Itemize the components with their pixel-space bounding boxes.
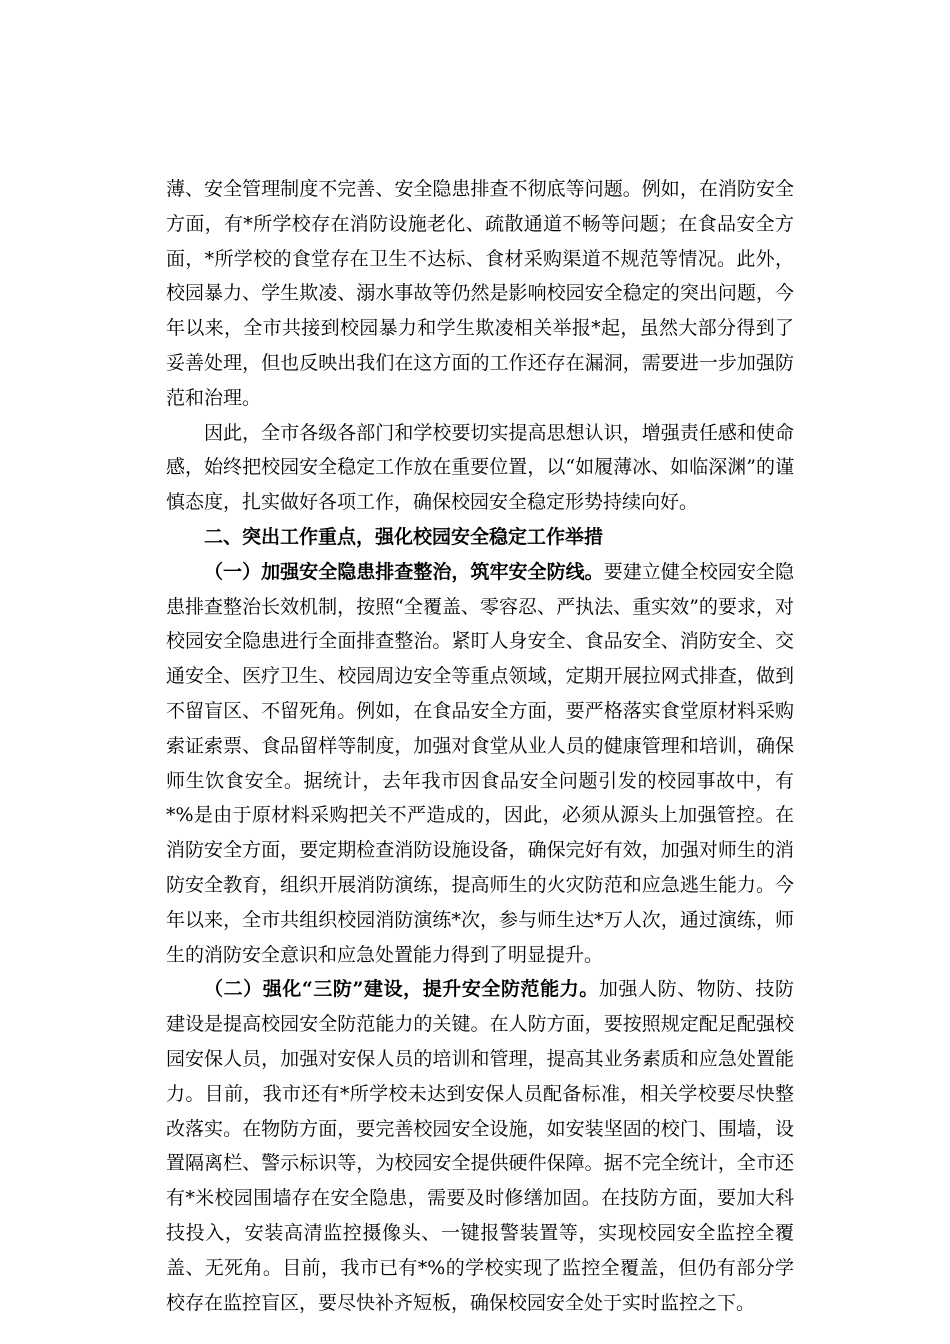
paragraph-subsection-1 <box>166 555 794 973</box>
document-body <box>166 172 794 1320</box>
subsection-heading: （一）加强安全隐患排查整治，筑牢安全防线。 <box>204 560 604 583</box>
section-heading <box>166 520 794 555</box>
section-heading-text: 二、突出工作重点，强化校园安全稳定工作举措 <box>204 525 604 548</box>
paragraph-text: 因此，全市各级各部门和学校要切实提高思想认识，增强责任感和使命感，始终把校园安全稳定工作放在重要位置，以“如履薄冰、如临深渊”的谨慎态度，扎实做好各项工作，确保校园安全稳定形势持续向好。 <box>166 421 794 514</box>
paragraph-text: 要建立健全校园安全隐患排查整治长效机制，按照“全覆盖、零容忍、严执法、重实效”的要求，对校园安全隐患进行全面排查整治。紧盯人身安全、食品安全、消防安全、交通安全、医疗卫生、校园周边安全等重点领域，定期开展拉网式排查，做到不留盲区、不留死角。例如，在食品安全方面，要严格落实食堂原材料采购索证索票、食品留样等制度，加强对食堂从业人员的健康管理和培训，确保师生饮食安全。据统计，去年我市因食品安全问题引发的校园事故中，有*%是由于原材料采购把关不严造成的，因此，必须从源头上加强管控。在消防安全方面，要定期检查消防设施设备，确保完好有效，加强对师生的消防安全教育，组织开展消防演练，提高师生的火灾防范和应急逃生能力。今年以来，全市共组织校园消防演练*次，参与师生达*万人次，通过演练，师生的消防安全意识和应急处置能力得到了明显提升。 <box>166 560 794 966</box>
paragraph-subsection-2 <box>166 972 794 1320</box>
paragraph-continuation <box>166 172 794 416</box>
paragraph-text: 加强人防、物防、技防建设是提高校园安全防范能力的关键。在人防方面，要按照规定配足配强校园安保人员，加强对安保人员的培训和管理，提高其业务素质和应急处置能力。目前，我市还有*所学校未达到安保人员配备标准，相关学校要尽快整改落实。在物防方面，要完善校园安全设施，如安装坚固的校门、围墙，设置隔离栏、警示标识等，为校园安全提供硬件保障。据不完全统计，全市还有*米校园围墙存在安全隐患，需要及时修缮加固。在技防方面，要加大科技投入，安装高清监控摄像头、一键报警装置等，实现校园安全监控全覆盖、无死角。目前，我市已有*%的学校实现了监控全覆盖，但仍有部分学校存在监控盲区，要尽快补齐短板，确保校园安全处于实时监控之下。 <box>166 978 794 1314</box>
subsection-heading: （二）强化“三防”建设，提升安全防范能力。 <box>204 978 599 1001</box>
paragraph-text: 薄、安全管理制度不完善、安全隐患排查不彻底等问题。例如，在消防安全方面，有*所学校存在消防设施老化、疏散通道不畅等问题；在食品安全方面，*所学校的食堂存在卫生不达标、食材采购渠道不规范等情况。此外，校园暴力、学生欺凌、溺水事故等仍然是影响校园安全稳定的突出问题，今年以来，全市共接到校园暴力和学生欺凌相关举报*起，虽然大部分得到了妥善处理，但也反映出我们在这方面的工作还存在漏洞，需要进一步加强防范和治理。 <box>166 178 794 409</box>
paragraph-conclusion <box>166 416 794 520</box>
